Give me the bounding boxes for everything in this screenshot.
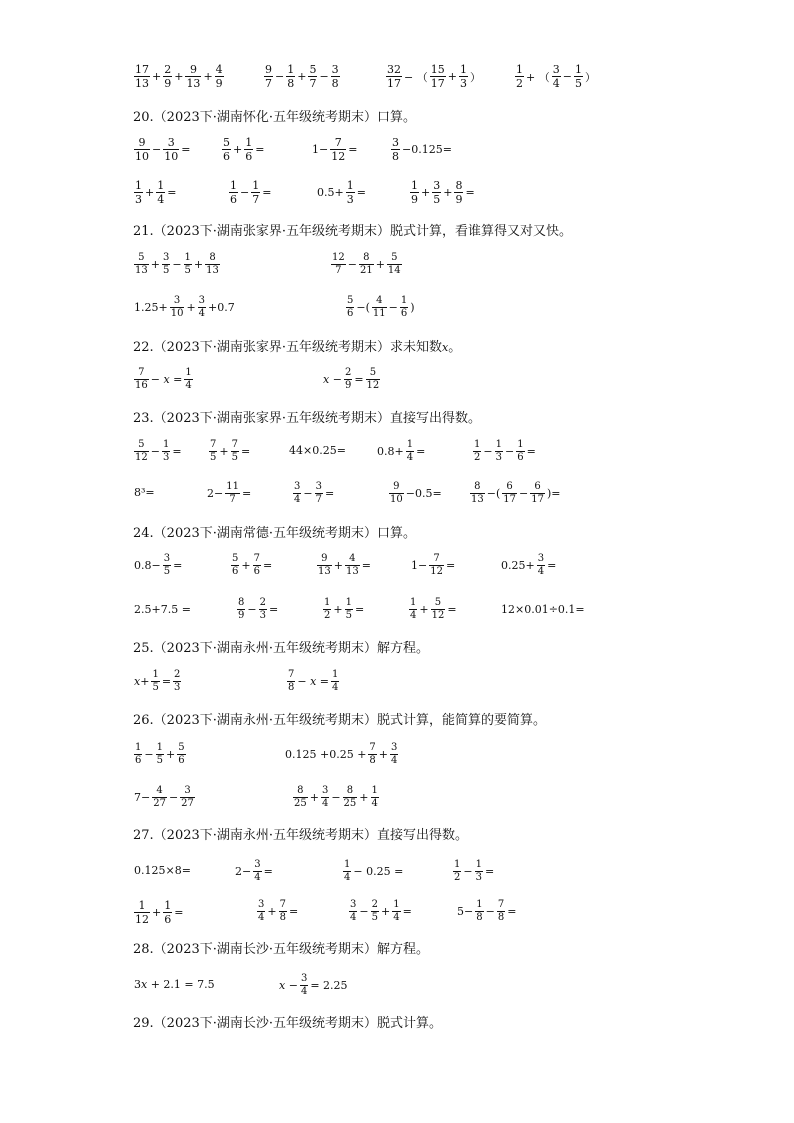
expr-23-2: 7 5 + 7 5 = <box>210 439 251 463</box>
expr-20-1: 9 10 − 3 10 = <box>135 136 191 163</box>
expr-25-2: 7 8 − x = 1 4 <box>288 669 339 693</box>
expr-27-8: 5− 1 8 − 7 8 = <box>457 899 517 923</box>
expr-24-2: 5 6 + 7 6 = <box>232 553 273 577</box>
expr-21-1: 5 13 + 3 5 − 1 5 + 8 13 <box>135 252 219 276</box>
expr-23-3: 44×0.25= <box>289 444 346 457</box>
expr-23-7: 2− 11 7 = <box>207 481 252 505</box>
expr-24-7: 8 9 − 2 3 = <box>238 597 279 621</box>
question-29-heading: 29.（2023下·湖南长沙·五年级统考期末）脱式计算。 <box>133 1016 443 1031</box>
expr-20-4: 3 8 −0.125= <box>392 136 452 163</box>
expr-r1-1: 17 13 + 2 9 + 9 13 + 4 9 <box>135 63 223 90</box>
expr-20-7: 0.5+ 1 3 = <box>317 179 366 206</box>
expr-20-6: 1 6 − 1 7 = <box>230 179 272 206</box>
question-27-heading: 27.（2023下·湖南永州·五年级统考期末）直接写出得数。 <box>133 828 469 843</box>
question-23-heading: 23.（2023下·湖南张家界·五年级统考期末）直接写出得数。 <box>133 411 482 426</box>
expr-24-6: 2.5+7.5 = <box>134 603 191 616</box>
question-25-heading: 25.（2023下·湖南永州·五年级统考期末）解方程。 <box>133 641 430 656</box>
expr-23-10: 8 13 −( 6 17 − 6 17 )= <box>471 481 561 505</box>
expr-21-2: 12 7 − 8 21 + 5 14 <box>332 252 401 276</box>
expr-24-4: 1− 7 12 = <box>411 553 456 577</box>
expr-28-1: 3x + 2.1 = 7.5 <box>134 978 215 991</box>
expr-26-1: 1 6 − 1 5 + 5 6 <box>135 742 185 766</box>
expr-27-2: 2− 3 4 = <box>235 859 273 883</box>
expr-22-2: x − 2 9 = 5 12 <box>323 367 380 391</box>
question-20-heading: 20.（2023下·湖南怀化·五年级统考期末）口算。 <box>133 110 417 125</box>
expr-24-1: 0.8− 3 5 = <box>134 553 183 577</box>
expr-27-7: 3 4 − 2 5 + 1 4 = <box>350 899 412 923</box>
expr-22-1: 7 16 − x = 1 4 <box>135 367 192 391</box>
expr-27-4: 1 2 − 1 3 = <box>454 859 495 883</box>
expr-26-4: 8 25 + 3 4 − 8 25 + 1 4 <box>294 785 378 809</box>
question-28-heading: 28.（2023下·湖南长沙·五年级统考期末）解方程。 <box>133 942 430 957</box>
expr-20-5: 1 3 + 1 4 = <box>135 179 177 206</box>
expr-27-6: 3 4 + 7 8 = <box>258 899 299 923</box>
expr-28-2: x − 3 4 = 2.25 <box>279 973 348 997</box>
expr-r1-2: 9 7 − 1 8 + 5 7 − 3 8 <box>265 63 339 90</box>
expr-20-3: 1− 7 12 = <box>312 136 358 163</box>
expr-23-5: 1 2 − 1 3 − 1 6 = <box>474 439 536 463</box>
expr-23-8: 3 4 − 3 7 = <box>294 481 335 505</box>
question-24-heading: 24.（2023下·湖南常德·五年级统考期末）口算。 <box>133 526 417 541</box>
expr-24-5: 0.25+ 3 4 = <box>501 553 557 577</box>
question-22-heading <box>133 340 461 356</box>
expr-21-4: 5 6 −( 4 11 − 1 6 ) <box>347 295 415 319</box>
question-22-text: 22.（2023下·湖南张家界·五年级统考期末）求未知数 <box>133 340 443 355</box>
expr-26-2: 0.125 +0.25 + 7 8 + 3 4 <box>285 742 398 766</box>
expr-20-2: 5 6 + 1 6 = <box>223 136 265 163</box>
expr-27-1: 0.125×8= <box>134 864 191 877</box>
question-21-heading: 21.（2023下·湖南张家界·五年级统考期末）脱式计算，看谁算得又对又快。 <box>133 224 573 239</box>
expr-27-3: 1 4 − 0.25 = <box>344 859 404 883</box>
expr-24-10: 12×0.01÷0.1= <box>501 603 585 616</box>
expr-27-5: 1 12 + 1 6 = <box>135 899 184 926</box>
expr-23-4: 0.8+ 1 4 = <box>377 439 426 463</box>
expr-23-9: 9 10 −0.5= <box>390 481 442 505</box>
expr-23-6: 8³= <box>134 486 155 499</box>
expr-20-8: 1 9 + 3 5 + 8 9 = <box>411 179 475 206</box>
expr-26-3: 7− 4 27 − 3 27 <box>134 785 194 809</box>
expr-21-3: 1.25+ 3 10 + 3 4 +0.7 <box>134 295 235 319</box>
expr-r1-4: 1 2 + （ 3 4 − 1 5 ） <box>516 63 596 90</box>
expr-24-8: 1 2 + 1 5 = <box>324 597 365 621</box>
expr-r1-3: 32 17 − （ 15 17 + 1 3 ） <box>387 63 481 90</box>
question-22-end: 。 <box>448 340 462 355</box>
unknown-x: x <box>442 341 449 354</box>
expr-23-1: 5 12 − 1 3 = <box>135 439 182 463</box>
expr-25-1: x+ 1 5 = 2 3 <box>134 669 181 693</box>
expr-24-9: 1 4 + 5 12 = <box>410 597 457 621</box>
expr-24-3: 9 13 + 4 13 = <box>318 553 371 577</box>
question-26-heading: 26.（2023下·湖南永州·五年级统考期末）脱式计算，能简算的要简算。 <box>133 713 547 728</box>
